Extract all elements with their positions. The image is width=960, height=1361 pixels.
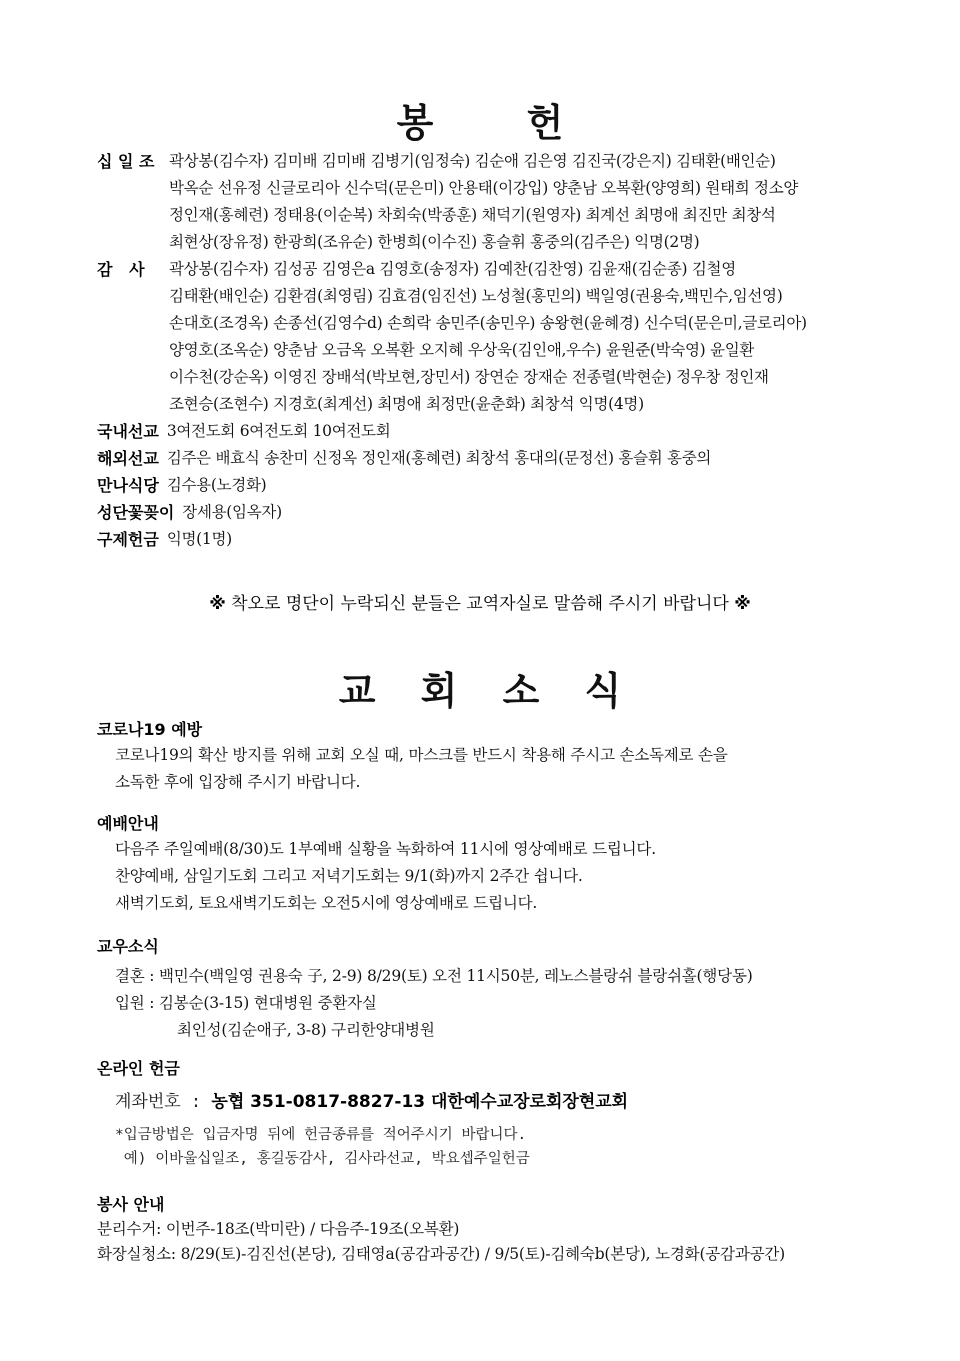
tithe-line: 정인재(홍혜련) 정태용(이순복) 차회숙(박종훈) 채덕기(원영자) 최계선 최명애 최진만 최창석 bbox=[169, 206, 776, 224]
tithe-names bbox=[169, 148, 798, 256]
account-label: 계좌번호 : bbox=[115, 1092, 212, 1112]
domestic-mission-names: 3여전도회 6여전도회 10여전도회 bbox=[166, 422, 391, 440]
worship-heading: 예배안내 bbox=[97, 814, 159, 833]
thanks-names bbox=[169, 256, 807, 418]
omission-notice-text: 착오로 명단이 누락되신 분들은 교역자실로 말씀해 주시기 바랍니다 bbox=[231, 594, 729, 614]
overseas-mission-label: 해외선교 bbox=[97, 449, 159, 468]
online-offering-heading: 온라인 헌금 bbox=[97, 1059, 180, 1078]
thanks-row bbox=[97, 256, 877, 418]
thanks-line: 손대호(조경옥) 손종선(김영수d) 손희락 송민주(송민우) 송왕현(윤혜경) 신수덕(문은미,글로리아) bbox=[169, 314, 807, 332]
omission-notice bbox=[0, 589, 960, 614]
offering-title: 봉 헌 bbox=[396, 101, 604, 145]
offering-roster bbox=[97, 148, 877, 553]
worship-section bbox=[97, 812, 897, 917]
overseas-mission-row bbox=[97, 445, 877, 472]
corona-heading: 코로나19 예방 bbox=[97, 720, 203, 739]
corona-line: 소독한 후에 입장해 주시기 바랍니다. bbox=[115, 773, 361, 791]
altar-flowers-names: 장세용(임옥자) bbox=[182, 503, 282, 521]
corona-line: 코로나19의 확산 방지를 위해 교회 오실 때, 마스크를 반드시 착용해 주시고 손소독제로 손을 bbox=[115, 746, 728, 764]
church-news-title: 교 회 소 식 bbox=[338, 669, 638, 713]
altar-flowers-row bbox=[97, 499, 877, 526]
relief-offering-names: 익명(1명) bbox=[166, 530, 232, 548]
hospital-line: 입원 : 김봉순(3-15) 현대병원 중환자실 bbox=[115, 994, 377, 1012]
corona-section bbox=[97, 718, 897, 796]
thanks-line: 김태환(배인순) 김환겸(최영림) 김효겸(임진선) 노성철(홍민의) 백일영(권용숙,백민수,임선영) bbox=[169, 287, 783, 305]
relief-offering-label: 구제헌금 bbox=[97, 530, 159, 549]
hospital-line: 최인성(김순애子, 3-8) 구리한양대병원 bbox=[177, 1021, 435, 1039]
worship-line: 찬양예배, 삼일기도회 그리고 저녁기도회는 9/1(화)까지 2주간 쉽니다. bbox=[115, 867, 583, 885]
account-number-line bbox=[97, 1087, 897, 1117]
domestic-mission-row bbox=[97, 418, 877, 445]
worship-line: 다음주 주일예배(8/30)도 1부예배 실황을 녹화하여 11시에 영상예배로 드립니다. bbox=[115, 840, 656, 858]
worship-line: 새벽기도회, 토요새벽기도회는 오전5시에 영상예배로 드립니다. bbox=[115, 894, 538, 912]
manna-restaurant-label: 만나식당 bbox=[97, 476, 159, 495]
tithe-line: 최현상(장유정) 한광희(조유순) 한병희(이수진) 홍슬휘 홍중의(김주은) 익명(2명) bbox=[169, 233, 700, 251]
thanks-label: 감 사 bbox=[97, 260, 145, 279]
recycling-line: 분리수거: 이번주-18조(박미란) / 다음주-19조(오복환) bbox=[97, 1220, 460, 1238]
domestic-mission-label: 국내선교 bbox=[97, 422, 159, 441]
manna-restaurant-row bbox=[97, 472, 877, 499]
manna-restaurant-names: 김수용(노경화) bbox=[166, 476, 267, 494]
altar-flowers-label: 성단꽃꽂이 bbox=[97, 503, 175, 522]
wedding-line: 결혼 : 백민수(백일영 권용숙 子, 2-9) 8/29(토) 오전 11시50분, 레노스블랑쉬 블랑쉬홀(행당동) bbox=[115, 967, 753, 985]
overseas-mission-names: 김주은 배효식 송찬미 신정옥 정인재(홍혜련) 최창석 홍대의(문정선) 홍슬휘 홍중의 bbox=[166, 449, 712, 467]
thanks-line: 곽상봉(김수자) 김성공 김영은a 김영호(송정자) 김예찬(김찬영) 김윤재(김순종) 김철영 bbox=[169, 260, 736, 278]
reference-mark-icon: ※ bbox=[734, 594, 751, 614]
members-news-heading: 교우소식 bbox=[97, 937, 159, 956]
deposit-example: 예) 이바울십일조, 홍길동감사, 김사라선교, 박요셉주일헌금 bbox=[115, 1151, 530, 1167]
thanks-line: 양영호(조옥순) 양춘남 오금옥 오복환 오지혜 우상욱(김인애,우수) 윤원준(박숙영) 윤일환 bbox=[169, 341, 755, 359]
restroom-line: 화장실청소: 8/29(토)-김진선(본당), 김태영a(공감과공간) / 9/5(토)-김혜숙b(본당), 노경화(공감과공간) bbox=[97, 1245, 786, 1263]
tithe-row bbox=[97, 148, 877, 256]
thanks-line: 이수천(강순옥) 이영진 장배석(박보현,장민서) 장연순 장재순 전종렬(박현순) 정우창 정인재 bbox=[169, 368, 769, 386]
thanks-line: 조현승(조현수) 지경호(최계선) 최명애 최정만(윤춘화) 최창석 익명(4명) bbox=[169, 395, 644, 413]
online-offering-section bbox=[97, 1057, 897, 1171]
members-news-section bbox=[97, 935, 897, 1044]
deposit-note: *입금방법은 입금자명 뒤에 헌금종류를 적어주시기 바랍니다. bbox=[115, 1127, 527, 1143]
service-section bbox=[97, 1193, 897, 1267]
tithe-label: 십 일 조 bbox=[97, 152, 155, 171]
reference-mark-icon: ※ bbox=[209, 594, 226, 614]
account-value: 농협 351-0817-8827-13 대한예수교장로회장현교회 bbox=[211, 1092, 629, 1112]
tithe-line: 곽상봉(김수자) 김미배 김미배 김병기(임정숙) 김순애 김은영 김진국(강은지) 김태환(배인순) bbox=[169, 152, 776, 170]
tithe-line: 박옥순 선유정 신글로리아 신수덕(문은미) 안용태(이강입) 양춘남 오복환(양영희) 원태희 정소양 bbox=[169, 179, 799, 197]
service-heading: 봉사 안내 bbox=[97, 1195, 165, 1214]
relief-offering-row bbox=[97, 526, 877, 553]
